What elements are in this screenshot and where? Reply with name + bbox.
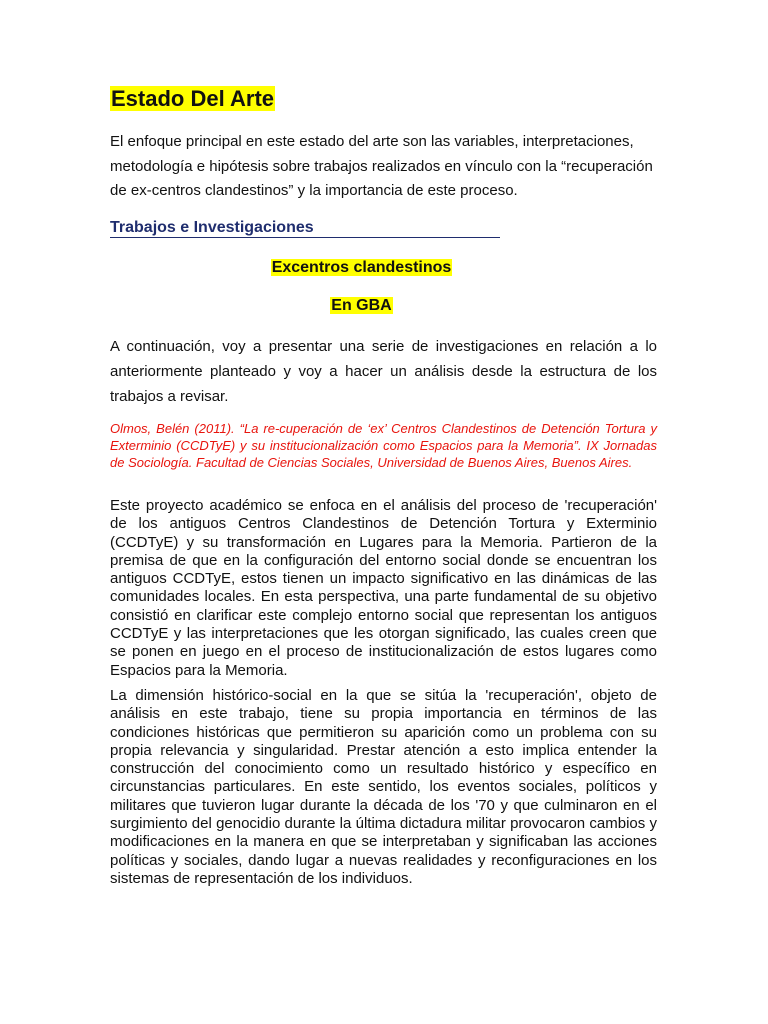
title-highlight: Estado Del Arte [111,86,275,111]
section-heading: Trabajos e Investigaciones [110,217,500,238]
intro-paragraph: El enfoque principal en este estado del arte son las variables, interpretaciones, metodología e hipótesis sobre trabajos realizados en vínculo con la “recuperación de ex-centros clandestinos” y la importancia de este proceso. [110,133,653,199]
subheading-excentros [110,257,613,279]
subheading-gba [110,295,613,317]
page-title [110,84,275,114]
subheading-excentros-highlight: Excentros clandestinos [271,259,452,276]
citation-reference: Olmos, Belén (2011). “La re-cuperación de ‘ex’ Centros Clandestinos de Detención Tortura y Exterminio (CCDTyE) y su institucionalización como Espacios para la Memoria”. IX Jornadas de Sociología. Facultad de Ciencias Sociales, Universidad de Buenos Aires, Buenos Aires. [110,421,657,470]
body-paragraph-2: La dimensión histórico-social en la que se sitúa la 'recuperación', objeto de análisis en este trabajo, tiene su propia importancia en términos de las condiciones históricas que permitieron su aparición como un problema con su propia relevancia y singularidad. Prestar atención a esto implica entender la construcción del conocimiento como un resultado histórico y específico en circunstancias particulares. En este sentido, los eventos sociales, políticos y militares que tuvieron lugar durante la década de los '70 y que culminaron en el surgimiento del genocidio durante la última dictadura militar provocaron cambios y modificaciones en la manera en que se interpretaban y significaban las acciones políticas y sociales, dando lugar a nuevas realidades y reconfiguraciones en los sistemas de representación de los individuos. [110,687,657,887]
lead-paragraph: A continuación, voy a presentar una serie de investigaciones en relación a lo anteriormente planteado y voy a hacer un análisis desde la estructura de los trabajos a revisar. [110,338,657,405]
body-paragraph-1: Este proyecto académico se enfoca en el análisis del proceso de 'recuperación' de los antiguos Centros Clandestinos de Detención Tortura y Exterminio (CCDTyE) y su transformación en Lugares para la Memoria. Partieron de la premisa de que en la configuración del entorno social donde se encuentran los antiguos CCDTyE, estos tienen un impacto significativo en las dinámicas de las comunidades locales. En esta perspectiva, una parte fundamental de su objetivo consistió en clarificar este complejo entorno social que representan los antiguos CCDTyE y las interpretaciones que les otorgan significado, las cuales creen que se ponen en juego en el proceso de institucionalización de estos lugares como Espacios para la Memoria. [110,497,657,679]
subheading-gba-highlight: En GBA [331,297,392,314]
